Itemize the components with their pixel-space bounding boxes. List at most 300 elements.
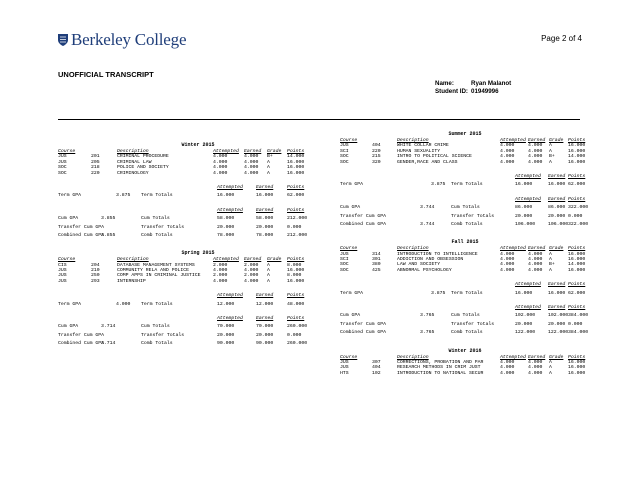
course-attempted: 4.000 [500,365,515,371]
cum-gpa-row-totals-label: Cum Totals [141,324,170,330]
course-subject: SCI [340,257,349,263]
header-grade: Grade [549,138,564,143]
student-info [435,80,511,96]
term-gpa-row [340,182,590,187]
cum-gpa-row-totals-label: Cum Totals [451,205,480,211]
term-points: 62.000 [568,290,586,296]
cum-totals-header [340,197,590,202]
combined-gpa-row-label: Combined Cum GPA [340,221,387,227]
cum-gpa-row-earned: 102.000 [548,313,569,319]
course-subject: SOC [340,267,349,273]
term-block [340,348,590,377]
course-earned: 4.000 [528,251,543,257]
term-attempted: 16.000 [217,193,235,199]
course-attempted: 4.000 [500,148,515,154]
course-subject: JUS [58,273,67,279]
course-points: 16.000 [568,257,586,263]
course-description: WHITE COLLAR CRIME [397,143,449,149]
transfer-gpa-row-attempted: 20.000 [217,332,235,338]
course-earned: 4.000 [528,257,543,263]
cum-gpa-row-gpa: 3.855 [101,216,116,222]
combined-gpa-row-attempted: 78.000 [217,232,235,238]
header-attempted: Attempted [515,305,541,311]
header-points: Points [568,138,586,143]
course-row [58,171,338,176]
course-description: LAW AND SOCIETY [397,262,441,268]
course-subject: JUS [58,278,67,284]
header-attempted: Attempted [515,196,541,202]
course-attempted: 4.000 [500,262,515,268]
transfer-gpa-row-earned: 20.000 [256,332,274,338]
cum-gpa-row-points: 212.000 [287,216,308,222]
student-id: 01949996 [471,88,499,95]
header-earned: Earned [256,184,274,190]
course-attempted: 4.000 [213,159,228,165]
course-earned: 4.000 [528,148,543,154]
course-subject: SOC [340,262,349,268]
course-attempted: 2.000 [213,273,228,279]
course-description: POLICE AND SOCIETY [117,165,169,171]
course-description: CRIMINAL LAW [117,159,152,165]
combined-gpa-row-label: Combined Cum GPA [58,232,105,238]
term-title: Fall 2015 [451,239,479,246]
course-number: 301 [372,257,381,263]
course-earned: 4.000 [528,370,543,376]
course-earned: 4.000 [528,143,543,149]
term-attempted: 16.000 [515,290,533,296]
combined-gpa-row-attempted: 106.000 [515,221,536,227]
term-earned: 16.000 [256,193,274,199]
document-title: UNOFFICIAL TRANSCRIPT [58,70,154,79]
combined-gpa-row-totals-label: Comb Totals [451,330,483,336]
course-subject: SCI [340,148,349,154]
course-grade: A [267,262,270,268]
course-points: 16.000 [568,251,586,257]
header-description: Description [397,138,429,143]
header-attempted: Attempted [217,316,243,322]
term-gpa-value: 4.000 [116,301,131,307]
course-subject: JUS [340,359,349,365]
header-attempted: Attempted [213,149,239,154]
term-gpa-row [340,291,590,296]
course-grade: A [267,159,270,165]
course-attempted: 4.000 [213,268,228,274]
transcript-column-right [340,131,590,388]
combined-gpa-row-points: 260.000 [287,341,308,347]
header-attempted: Attempted [500,246,526,252]
cum-gpa-row-totals-label: Cum Totals [141,216,170,222]
berkeley-college-logo [58,30,186,50]
transfer-gpa-row-earned: 20.000 [548,213,566,219]
course-description: ABNORMAL PSYCHOLOGY [397,267,452,273]
term-gpa-label: Term GPA [340,182,364,188]
student-id-label: Student ID: [435,88,468,95]
course-row [340,160,590,165]
header-attempted: Attempted [217,184,243,190]
cum-gpa-row-attempted: 102.000 [515,313,536,319]
course-earned: 4.000 [244,278,259,284]
course-description: COMMUNITY RELA AND POLICE [117,268,189,274]
transfer-gpa-row-earned: 20.000 [548,321,566,327]
header-attempted: Attempted [213,257,239,263]
course-attempted: 4.000 [500,267,515,273]
term-gpa-value: 3.875 [431,182,446,188]
combined-gpa-row [58,233,338,238]
term-title: Summer 2015 [448,131,482,137]
course-number: 404 [372,365,381,371]
course-attempted: 4.000 [500,257,515,263]
header-earned: Earned [528,246,546,252]
header-earned: Earned [528,138,546,143]
course-grade: A [549,370,552,376]
transfer-gpa-row-earned: 20.000 [256,224,274,230]
course-description: INTRODUCTION TO NATIONAL SECUR [397,370,484,376]
course-grade: A [549,359,552,365]
term-gpa-value: 3.875 [116,193,131,199]
header-points: Points [287,149,305,154]
cum-gpa-row-points: 260.000 [287,324,308,330]
term-title: Winter 2016 [448,347,482,354]
combined-gpa-row-earned: 78.000 [256,232,274,238]
cum-gpa-row [58,216,338,221]
course-description: INTRO TO POLITICAL SCIENCE [397,154,472,160]
header-earned: Earned [256,293,274,299]
course-number: 205 [91,159,100,165]
course-earned: 4.000 [528,154,543,160]
course-row [58,279,338,284]
combined-gpa-row-gpa: 3.765 [420,330,435,336]
header-attempted: Attempted [515,282,541,288]
course-number: 215 [372,154,381,160]
course-description: DATABASE MANAGEMENT SYSTEMS [117,262,195,268]
header-grade: Grade [267,149,282,154]
cum-gpa-row-points: 384.000 [568,313,589,319]
combined-gpa-row-gpa: 3.714 [101,341,116,347]
transfer-gpa-row-attempted: 20.000 [515,321,533,327]
course-earned: 2.000 [244,273,259,279]
combined-gpa-row-points: 322.000 [568,221,589,227]
course-description: INTRODUCTION TO INTELLIGENCE [397,251,478,257]
term-totals-header [58,185,338,190]
course-points: 16.000 [287,278,305,284]
header-attempted: Attempted [217,293,243,299]
cum-totals-header [58,208,338,213]
cum-gpa-row [58,324,338,329]
combined-gpa-row [340,330,590,335]
course-number: 220 [91,170,100,176]
combined-gpa-row [340,222,590,227]
transfer-gpa-row-totals-label: Transfer Totals [141,332,185,338]
cum-gpa-row-earned: 58.000 [256,216,274,222]
term-totals-header [340,282,590,287]
combined-gpa-row-points: 384.000 [568,330,589,336]
term-title: Spring 2015 [181,250,215,257]
institution-name: Berkeley College [71,30,187,49]
course-description: CRIMINOLOGY [117,170,149,176]
course-points: 14.000 [287,154,305,160]
header-points: Points [568,173,586,179]
course-points: 16.000 [568,267,586,273]
course-points: 16.000 [287,268,305,274]
header-earned: Earned [256,207,274,213]
transfer-gpa-row-points: 0.000 [568,321,583,327]
header-earned: Earned [244,257,262,263]
term-totals-label: Term Totals [141,193,173,199]
combined-gpa-row [58,341,338,346]
header-grade: Grade [267,257,282,263]
course-attempted: 4.000 [213,170,228,176]
cum-gpa-row-earned: 70.000 [256,324,274,330]
header-points: Points [287,207,305,213]
combined-gpa-row-earned: 106.000 [548,221,569,227]
course-earned: 2.000 [244,262,259,268]
combined-gpa-row-totals-label: Comb Totals [451,221,483,227]
header-course: Course [340,354,358,360]
header-points: Points [568,282,586,288]
course-points: 16.000 [568,370,586,376]
course-points: 16.000 [568,148,586,154]
course-description: RESEARCH METHODS IN CRIM JUST [397,365,481,371]
transfer-gpa-row-points: 0.000 [287,332,302,338]
transfer-gpa-row-attempted: 20.000 [217,224,235,230]
transfer-gpa-row-totals-label: Transfer Totals [451,321,495,327]
course-attempted: 4.000 [500,154,515,160]
transfer-gpa-row-label: Transfer Cum GPA [340,213,387,219]
cum-gpa-row-label: Cum GPA [340,205,361,211]
header-points: Points [568,246,586,252]
transfer-gpa-row-label: Transfer Cum GPA [58,332,105,338]
term-totals-label: Term Totals [141,301,173,307]
course-description: CORRECTIONS, PROBATION AND PAR [397,359,484,365]
course-points: 14.000 [568,154,586,160]
term-totals-label: Term Totals [451,290,483,296]
course-subject: SOC [340,159,349,165]
course-points: 8.000 [287,262,302,268]
term-attempted: 16.000 [515,182,533,188]
course-description: CRIMINAL PROCEDURE [117,154,169,160]
course-number: 425 [372,267,381,273]
course-points: 16.000 [568,159,586,165]
cum-gpa-row-gpa: 3.765 [420,313,435,319]
course-grade: B+ [549,154,555,160]
course-grade: A [549,267,552,273]
course-grade: A [549,148,552,154]
header-divider [58,119,580,120]
course-number: 320 [372,159,381,165]
header-earned: Earned [548,282,566,288]
cum-totals-header [58,316,338,321]
cum-gpa-row-totals-label: Cum Totals [451,313,480,319]
course-attempted: 4.000 [500,159,515,165]
course-subject: JUS [340,365,349,371]
combined-gpa-row-totals-label: Comb Totals [141,341,173,347]
course-attempted: 2.000 [213,262,228,268]
term-points: 62.000 [287,193,305,199]
term-attempted: 12.000 [217,301,235,307]
term-block [340,239,590,335]
course-row [340,371,590,376]
course-grade: A [267,268,270,274]
course-earned: 4.000 [244,159,259,165]
course-grade: A [549,159,552,165]
course-number: 201 [91,154,100,160]
term-gpa-row [58,193,338,198]
term-points: 62.000 [568,182,586,188]
header-grade: Grade [549,354,564,360]
cum-gpa-row-points: 322.000 [568,205,589,211]
cum-totals-header [340,305,590,310]
combined-gpa-row-earned: 122.000 [548,330,569,336]
course-number: 220 [372,148,381,154]
cum-gpa-row-label: Cum GPA [340,313,361,319]
header-description: Description [397,354,429,360]
header-course: Course [58,257,76,263]
course-description: ADDICTION AND OBSESSION [397,257,464,263]
header-earned: Earned [244,149,262,154]
course-points: 16.000 [287,170,305,176]
cum-gpa-row-attempted: 70.000 [217,324,235,330]
cum-gpa-row [340,205,590,210]
header-attempted: Attempted [500,138,526,143]
header-description: Description [117,149,149,154]
transcript-column-left [58,142,338,359]
name-label: Name: [435,80,454,87]
combined-gpa-row-gpa: 3.744 [420,221,435,227]
course-earned: 4.000 [244,268,259,274]
header-points: Points [287,184,305,190]
course-earned: 4.000 [528,262,543,268]
course-description: COMP APPS IN CRIMINAL JUSTICE [117,273,201,279]
header-attempted: Attempted [217,207,243,213]
cum-gpa-row-label: Cum GPA [58,216,79,222]
header-earned: Earned [528,354,546,360]
transfer-gpa-row [340,322,590,327]
course-subject: HTS [340,370,349,376]
combined-gpa-row-attempted: 90.000 [217,341,235,347]
transfer-gpa-row-points: 0.000 [568,213,583,219]
course-earned: 4.000 [244,170,259,176]
course-number: 250 [91,273,100,279]
course-attempted: 4.000 [500,251,515,257]
transfer-gpa-row [340,214,590,219]
course-points: 16.000 [287,159,305,165]
course-points: 8.000 [287,273,302,279]
term-block [58,250,338,346]
course-number: 210 [91,268,100,274]
combined-gpa-row-gpa: 3.855 [101,232,116,238]
course-attempted: 4.000 [213,154,228,160]
course-attempted: 4.000 [213,165,228,171]
course-attempted: 4.000 [500,359,515,365]
course-grade: B+ [549,262,555,268]
course-earned: 4.000 [244,165,259,171]
course-grade: A [267,278,270,284]
term-totals-label: Term Totals [451,182,483,188]
course-number: 102 [372,370,381,376]
combined-gpa-row-totals-label: Comb Totals [141,232,173,238]
header-points: Points [568,354,586,360]
course-earned: 4.000 [528,159,543,165]
course-subject: JUS [340,143,349,149]
term-earned: 16.000 [548,182,566,188]
course-subject: CIS [58,262,67,268]
course-earned: 4.000 [244,154,259,160]
header-points: Points [568,196,586,202]
transfer-gpa-row-totals-label: Transfer Totals [141,224,185,230]
combined-gpa-row-label: Combined Cum GPA [58,341,105,347]
course-attempted: 4.000 [500,370,515,376]
header-attempted: Attempted [515,173,541,179]
term-gpa-row [58,302,338,307]
header-attempted: Attempted [500,354,526,360]
cum-gpa-row-gpa: 3.744 [420,205,435,211]
cum-gpa-row-attempted: 58.000 [217,216,235,222]
header-earned: Earned [548,196,566,202]
header-earned: Earned [256,316,274,322]
student-name: Ryan Malanot [471,80,512,87]
header-earned: Earned [548,305,566,311]
course-number: 314 [372,251,381,257]
transfer-gpa-row-points: 0.000 [287,224,302,230]
shield-icon [58,34,68,46]
term-block [340,131,590,227]
combined-gpa-row-earned: 90.000 [256,341,274,347]
course-attempted: 4.000 [500,143,515,149]
transfer-gpa-row-label: Transfer Cum GPA [340,321,387,327]
course-subject: JUS [340,251,349,257]
header-points: Points [287,257,305,263]
course-number: 293 [91,278,100,284]
course-row [340,268,590,273]
course-points: 16.000 [287,165,305,171]
course-points: 16.000 [568,143,586,149]
course-subject: JUS [58,268,67,274]
course-grade: B+ [267,154,273,160]
term-earned: 16.000 [548,290,566,296]
cum-gpa-row-gpa: 3.714 [101,324,116,330]
header-description: Description [397,246,429,252]
header-points: Points [287,293,305,299]
course-grade: A [549,251,552,257]
term-gpa-label: Term GPA [58,193,82,199]
transfer-gpa-row [58,333,338,338]
course-grade: A [549,143,552,149]
header-course: Course [58,149,76,154]
header-course: Course [340,246,358,252]
header-grade: Grade [549,246,564,252]
course-description: INTERNSHIP [117,278,146,284]
course-number: 307 [372,359,381,365]
course-description: GENDER,RACE AND CLASS [397,159,458,165]
cum-gpa-row [340,313,590,318]
course-earned: 4.000 [528,365,543,371]
course-subject: SOC [58,170,67,176]
course-number: 218 [91,165,100,171]
course-grade: A [267,170,270,176]
course-grade: A [549,365,552,371]
course-earned: 4.000 [528,359,543,365]
course-points: 16.000 [568,359,586,365]
page-number: Page 2 of 4 [541,34,582,43]
course-grade: A [267,165,270,171]
term-gpa-label: Term GPA [340,290,364,296]
header-points: Points [568,305,586,311]
course-grade: A [267,273,270,279]
course-subject: JUS [58,159,67,165]
header-course: Course [340,138,358,143]
term-gpa-value: 3.875 [431,290,446,296]
transfer-gpa-row-totals-label: Transfer Totals [451,213,495,219]
